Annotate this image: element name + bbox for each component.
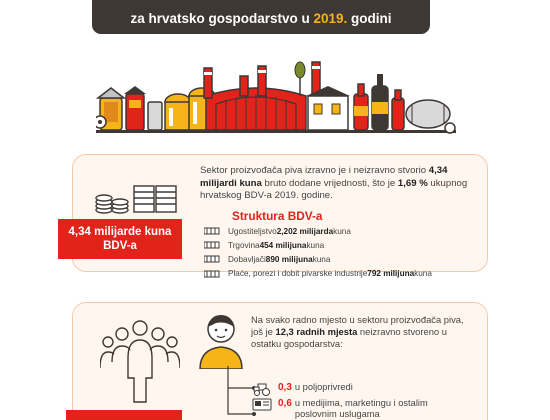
banknotes-icon bbox=[204, 270, 220, 278]
worker-icon bbox=[196, 309, 246, 369]
jobs-badge bbox=[66, 410, 182, 420]
gva-intro-text: Sektor proizvođača piva izravno je i neizravno stvorio 4,34 milijardi kuna bruto dodane vrijednosti, što je 1,69 % ukupnog hrvatskog BDV-a 2019. godine. bbox=[200, 165, 468, 202]
money-icon bbox=[94, 180, 184, 216]
structure-row-suppliers: Dobavljači 890 milijuna kuna bbox=[204, 252, 432, 266]
jobs-intro-text: Na svako radno mjesto u sektoru proizvođača piva, još je 12,3 radnih mjesta neizravno stvoreno u ostatku gospodarstva: bbox=[251, 314, 464, 350]
banknotes-icon bbox=[204, 255, 220, 263]
structure-row-wages-taxes: Plaće, porezi i dobit pivarske industrije 792 milijuna kuna bbox=[204, 267, 432, 281]
structure-row-trade: Trgovina 454 milijuna kuna bbox=[204, 238, 432, 252]
structure-title: Struktura BDV-a bbox=[232, 209, 323, 223]
banknotes-icon bbox=[204, 227, 220, 235]
brewery-illustration bbox=[96, 56, 456, 138]
structure-list bbox=[204, 224, 432, 281]
structure-row-hospitality: Ugostiteljstvo 2,202 milijarda kuna bbox=[204, 224, 432, 238]
header-banner bbox=[92, 0, 430, 34]
header-year: 2019. bbox=[313, 11, 348, 26]
header-title: za hrvatsko gospodarstvo u 2019. godini bbox=[130, 11, 392, 26]
banknotes-icon bbox=[204, 241, 220, 249]
people-group-icon bbox=[100, 318, 180, 404]
jobs-row-media: 0,6 u medijima, marketingu i ostalim poslovnim uslugama bbox=[252, 398, 455, 420]
media-icon bbox=[252, 398, 272, 412]
jobs-row-agriculture: 0,3 u poljoprivredi bbox=[252, 382, 353, 396]
tractor-icon bbox=[252, 382, 272, 396]
gva-total-badge: 4,34 milijarde kuna BDV-a bbox=[58, 219, 182, 259]
